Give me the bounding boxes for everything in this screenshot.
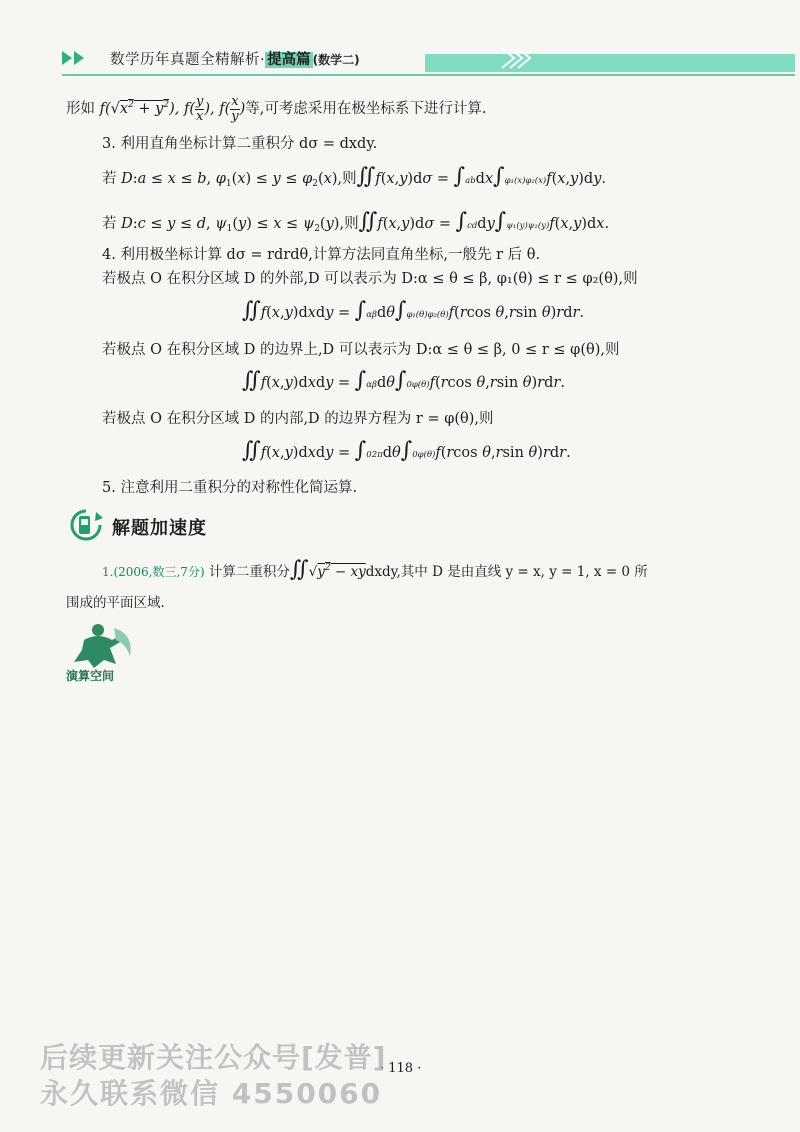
header-title-bold: 提高篇 xyxy=(267,52,311,68)
header-band xyxy=(425,54,795,72)
line-forms xyxy=(66,95,487,123)
stamp-text: 演算空间 xyxy=(66,669,115,683)
line-exterior-pole: 若极点 O 在积分区域 D 的外部,D 可以表示为 D:α ≤ θ ≤ β, φ₁(θ) ≤ r ≤ φ₂(θ),则 xyxy=(102,271,638,287)
formula-exterior: ∬f(x,y)dxdy = ∫αβdθ∫φ₁(θ)φ₂(θ)f(rcos θ,rsin θ)rdr. xyxy=(242,298,585,323)
header-rule xyxy=(62,74,795,76)
line-forms-post: 等,可考虑采用在极坐标系下进行计算. xyxy=(245,101,487,118)
item-3: 3. 利用直角坐标计算二重积分 dσ = dxdy. xyxy=(102,136,378,152)
problem-1-line2: 围成的平面区域. xyxy=(66,595,165,611)
formula-cartesian-x: 若 D:a ≤ x ≤ b, $\varphi_1(x) \le y \le \varphi_2(x)$,则∬f(x,y)dσ = ∫abdx∫φ₁(x)φ₂(x)f(x,y)dy. xyxy=(102,164,607,189)
problem-text-pre: 计算二重积分 xyxy=(208,564,290,580)
problem-text-post: dxdy,其中 D 是由直线 y = x, y = 1, x = 0 所 xyxy=(365,564,648,580)
watermark-line-1: 后续更新关注公众号[发普] xyxy=(40,1041,387,1074)
header-title-sub: (数学二) xyxy=(312,53,360,67)
formula-cartesian-y: 若 D:c ≤ y ≤ d, $\psi_1(y) \le x \le \psi_2(y)$,则∬f(x,y)dσ = ∫cddy∫ψ₁(y)ψ₂(y)f(x,y)dx. xyxy=(102,209,610,234)
line-forms-pre: 形如 xyxy=(66,101,95,118)
formula-interior: ∬f(x,y)dxdy = ∫02πdθ∫0φ(θ)f(rcos θ,rsin θ)rdr. xyxy=(242,438,571,463)
problem-1: 1.(2006,数三,7分) 计算二重积分$∬√y^2$ − xydxdy,其中 D 是由直线 y = x, y = 1, x = 0 所 xyxy=(102,557,648,582)
page-number: · 118 · xyxy=(380,1061,422,1076)
problem-source: (2006,数三,7分) xyxy=(113,565,205,579)
problem-number: 1. xyxy=(102,565,114,579)
formula-boundary: ∬f(x,y)dxdy = ∫αβdθ∫0φ(θ)f(rcos θ,rsin θ)rdr. xyxy=(242,368,565,393)
item-5: 5. 注意利用二重积分的对称性化简运算. xyxy=(102,480,358,496)
header-title-main: 数学历年真题全精解析· xyxy=(110,52,266,68)
section-title: 解题加速度 xyxy=(112,518,207,539)
watermark-line-2: 永久联系微信 4550060 xyxy=(40,1077,383,1110)
formula-forms: $f(√x^2 + y^2)$, f( $\frac{y}{x}$ ), f( $\frac{x}{y}$ ) xyxy=(99,94,246,124)
header-arrows-icon xyxy=(62,50,102,66)
speed-up-icon xyxy=(66,508,106,542)
header-chevron-icon xyxy=(500,46,540,70)
header-title xyxy=(110,48,360,69)
item-4: 4. 利用极坐标计算 dσ = rdrdθ,计算方法同直角坐标,一般先 r 后 θ. xyxy=(102,247,541,263)
formula-cartesian-x-pre: 若 xyxy=(102,171,117,187)
line-interior-pole: 若极点 O 在积分区域 D 的内部,D 的边界方程为 r = φ(θ),则 xyxy=(102,411,494,427)
line-boundary-pole: 若极点 O 在积分区域 D 的边界上,D 可以表示为 D:α ≤ θ ≤ β, 0 ≤ r ≤ φ(θ),则 xyxy=(102,342,620,358)
